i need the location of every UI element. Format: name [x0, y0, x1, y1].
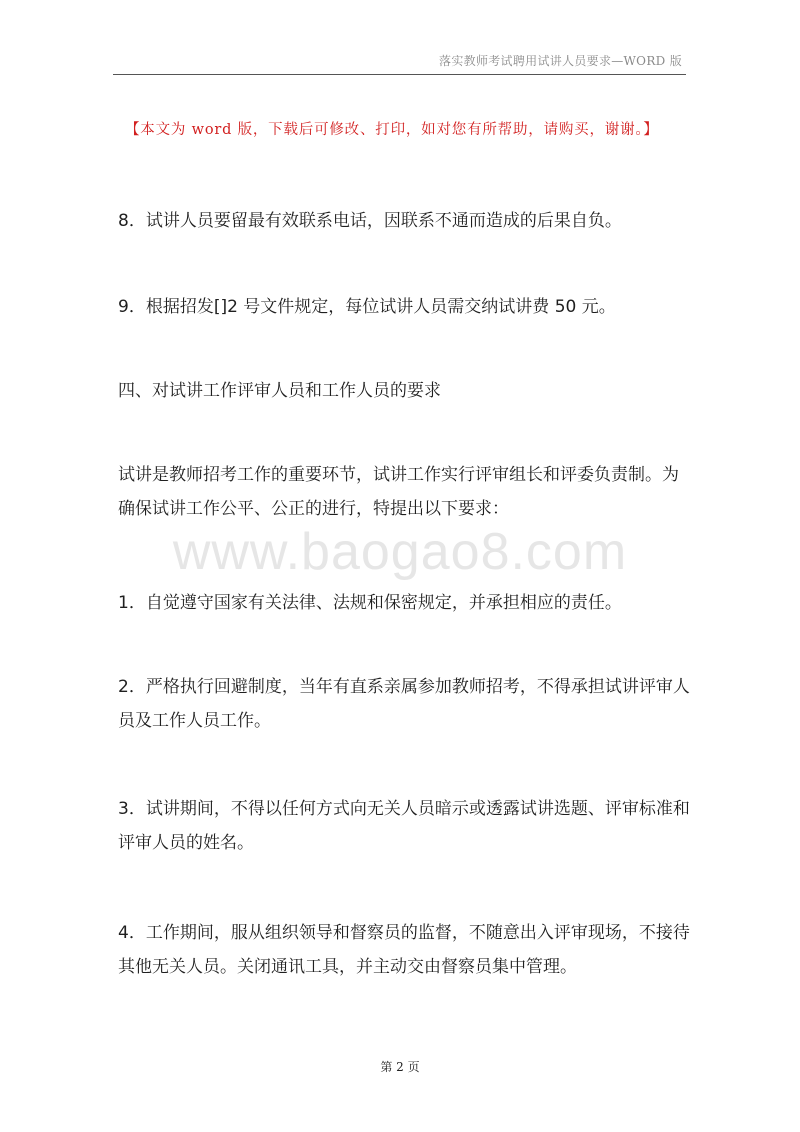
requirement-item-3: 3．试讲期间，不得以任何方式向无关人员暗示或透露试讲选题、评审标准和评审人员的姓名。	[118, 799, 690, 853]
paragraph-item-9: 9．根据招发[]2 号文件规定，每位试讲人员需交纳试讲费 50 元。	[118, 297, 616, 317]
requirement-item-1: 1．自觉遵守国家有关法律、法规和保密规定，并承担相应的责任。	[118, 593, 622, 613]
paragraph-item-8: 8．试讲人员要留最有效联系电话，因联系不通而造成的后果自负。	[118, 211, 622, 231]
page-header-title: 落实教师考试聘用试讲人员要求—WORD 版	[439, 54, 682, 68]
watermark: www.baogao8.com	[172, 523, 628, 581]
requirement-item-4: 4．工作期间，服从组织领导和督察员的监督，不随意出入评审现场，不接待其他无关人员。关闭通讯工具，并主动交由督察员集中管理。	[118, 923, 690, 977]
paragraph-intro: 试讲是教师招考工作的重要环节，试讲工作实行评审组长和评委负责制。为确保试讲工作公平、公正的进行，特提出以下要求：	[118, 465, 679, 519]
header-divider	[113, 74, 686, 75]
purchase-notice: 【本文为 word 版，下载后可修改、打印，如对您有所帮助，请购买，谢谢。】	[125, 122, 659, 138]
requirement-item-2: 2．严格执行回避制度，当年有直系亲属参加教师招考，不得承担试讲评审人员及工作人员工作。	[118, 677, 690, 731]
page-number: 第 2 页	[380, 1060, 420, 1074]
section-heading-4: 四、对试讲工作评审人员和工作人员的要求	[118, 381, 441, 401]
